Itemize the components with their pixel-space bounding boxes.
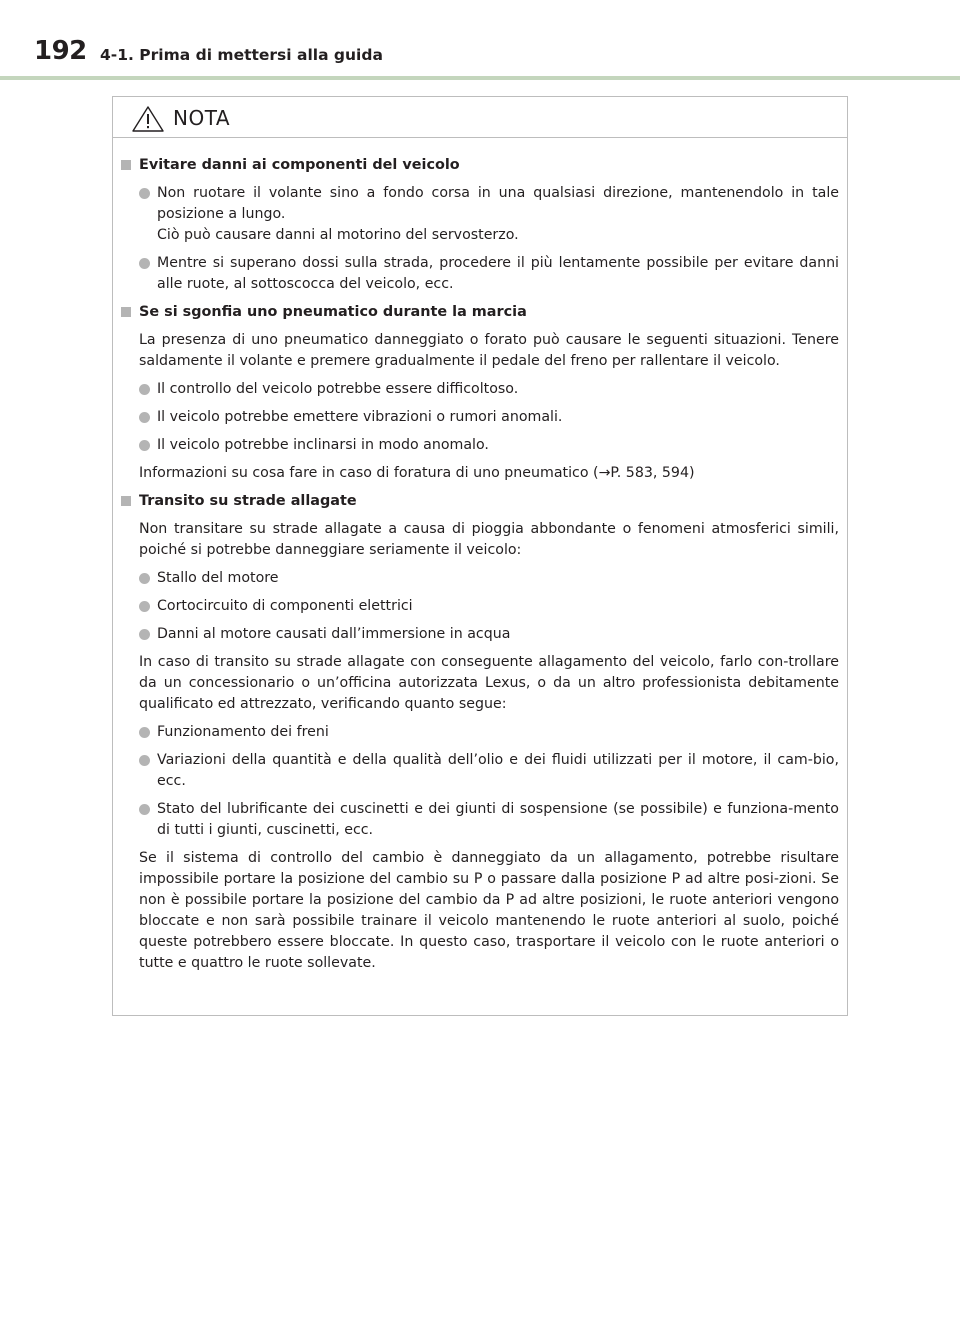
header-rule xyxy=(0,76,960,80)
list-item xyxy=(113,379,847,400)
item-text: Il veicolo potrebbe inclinarsi in modo anomalo. xyxy=(157,437,489,453)
square-bullet-icon xyxy=(121,307,131,317)
item-text: Variazioni della quantità e della qualità dell’olio e dei fluidi utilizzati per il motore, il cam-bio, ecc. xyxy=(157,752,839,789)
round-bullet-icon xyxy=(139,727,150,738)
paragraph: Informazioni su cosa fare in caso di foratura di uno pneumatico (→P. 583, 594) xyxy=(139,465,695,481)
round-bullet-icon xyxy=(139,573,150,584)
round-bullet-icon xyxy=(139,188,150,199)
round-bullet-icon xyxy=(139,755,150,766)
list-item xyxy=(113,799,847,841)
heading-text: Evitare danni ai componenti del veicolo xyxy=(139,157,460,173)
section-heading xyxy=(113,491,847,512)
section-heading xyxy=(113,302,847,323)
item-text: Non ruotare il volante sino a fondo corsa in una qualsiasi direzione, mantenendolo in tale posizione a lungo. xyxy=(157,185,839,222)
item-text: Stato del lubrificante dei cuscinetti e dei giunti di sospensione (se possibile) e funziona-mento di tutti i giunti, cuscinetti, ecc. xyxy=(157,801,839,838)
item-note: Ciò può causare danni al motorino del servosterzo. xyxy=(157,227,519,243)
list-item xyxy=(113,183,847,246)
heading-text: Se si sgonfia uno pneumatico durante la marcia xyxy=(139,304,527,320)
notice-content xyxy=(113,155,847,981)
list-item xyxy=(113,568,847,589)
item-text: Danni al motore causati dall’immersione in acqua xyxy=(157,626,511,642)
heading-text: Transito su strade allagate xyxy=(139,493,357,509)
notice-header xyxy=(113,97,847,138)
paragraph: In caso di transito su strade allagate con conseguente allagamento del veicolo, farlo con-trollare da un concessionario o un’officina autorizzata Lexus, o da un altro professionista debitamente qualificato ed attrezzato, verificando quanto segue: xyxy=(139,654,839,712)
round-bullet-icon xyxy=(139,804,150,815)
warning-triangle-icon xyxy=(131,105,165,133)
item-text: Cortocircuito di componenti elettrici xyxy=(157,598,413,614)
item-text: Il veicolo potrebbe emettere vibrazioni o rumori anomali. xyxy=(157,409,563,425)
paragraph: Non transitare su strade allagate a causa di pioggia abbondante o fenomeni atmosferici simili, poiché si potrebbe danneggiare seriamente il veicolo: xyxy=(139,521,839,558)
round-bullet-icon xyxy=(139,412,150,423)
item-text: Funzionamento dei freni xyxy=(157,724,329,740)
page-header xyxy=(0,0,960,80)
list-item xyxy=(113,624,847,645)
paragraph: La presenza di uno pneumatico danneggiato o forato può causare le seguenti situazioni. Tenere saldamente il volante e premere gradualmente il pedale del freno per rallentare il veicolo. xyxy=(139,332,839,369)
round-bullet-icon xyxy=(139,629,150,640)
list-item xyxy=(113,407,847,428)
item-text: Mentre si superano dossi sulla strada, procedere il più lentamente possibile per evitare danni alle ruote, al sottoscocca del veicolo, ecc. xyxy=(157,255,839,292)
round-bullet-icon xyxy=(139,601,150,612)
section-heading xyxy=(113,155,847,176)
section-title: 4-1. Prima di mettersi alla guida xyxy=(100,46,383,64)
list-item xyxy=(113,435,847,456)
square-bullet-icon xyxy=(121,160,131,170)
list-item xyxy=(113,722,847,743)
paragraph: Se il sistema di controllo del cambio è danneggiato da un allagamento, potrebbe risultare impossibile portare la posizione del cambio su P o passare dalla posizione P ad altre posi-zioni. Se non è possibile portare la posizione del cambio da P ad altre posizioni, le ruote anteriori vengono bloccate e non sarà possibile trainare il veicolo mantenendo le ruote anteriori al suolo, poiché queste potrebbero essere bloccate. In questo caso, trasportare il veicolo con le ruote anteriori o tutte e quattro le ruote sollevate. xyxy=(139,850,839,971)
list-item xyxy=(113,750,847,792)
list-item xyxy=(113,596,847,617)
square-bullet-icon xyxy=(121,496,131,506)
page-number: 192 xyxy=(34,36,87,66)
item-text: Stallo del motore xyxy=(157,570,279,586)
list-item xyxy=(113,253,847,295)
notice-box xyxy=(112,96,848,1016)
round-bullet-icon xyxy=(139,258,150,269)
round-bullet-icon xyxy=(139,384,150,395)
round-bullet-icon xyxy=(139,440,150,451)
notice-label: NOTA xyxy=(173,106,231,130)
item-text: Il controllo del veicolo potrebbe essere difficoltoso. xyxy=(157,381,519,397)
